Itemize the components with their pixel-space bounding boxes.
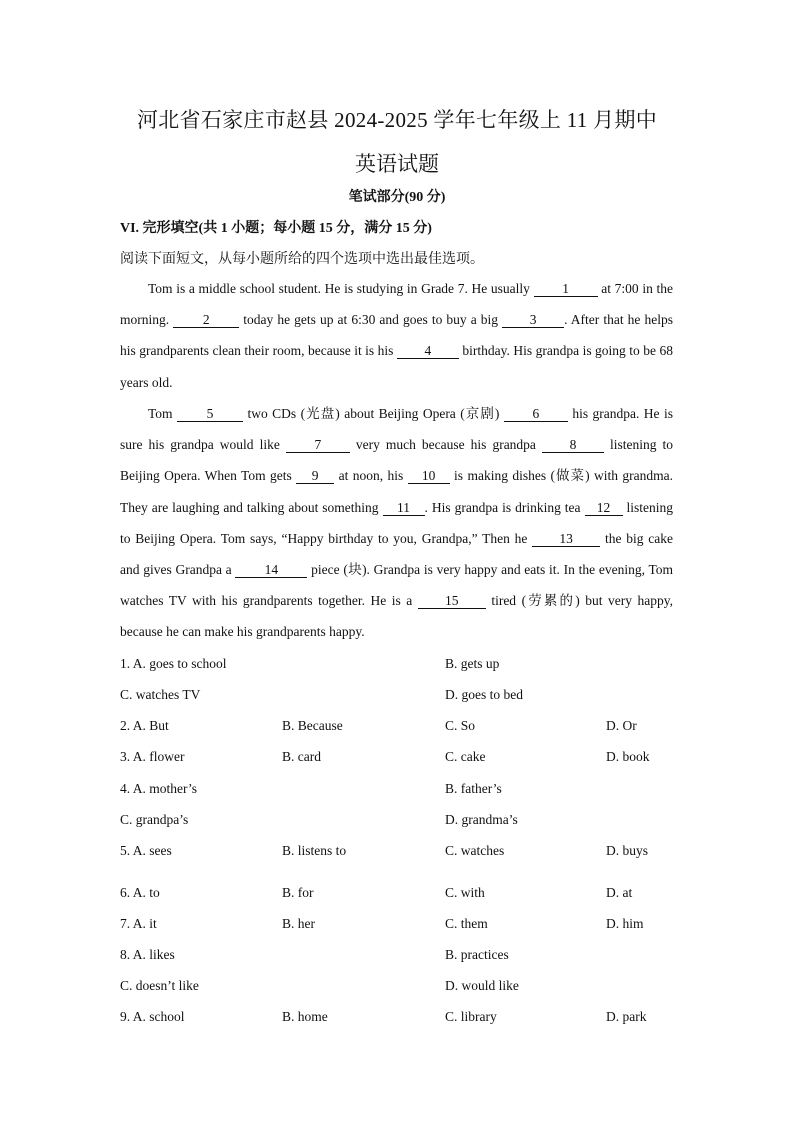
passage-paragraph-2: Tom 5 two CDs (光盘) about Beijing Opera (京剧) 6 his grandpa. He is sure his grandpa would like 7 very much because his grandpa 8 listening to Beijing Opera. When Tom gets 9 at noon, his 10 is making dishes (做菜) with grandma. They are laughing and talking about something 11 . His grandpa is drinking tea 12 listening to Beijing Opera. Tom says, “Happy birthday to you, Grandpa,” Then he 13 the big cake and gives Grandpa a 14 piece (块). Grandpa is very happy and eats it. In the evening, Tom watches TV with his grandparents together. He is a 15 tired (劳累的) but very happy, because he can make his grandparents happy. [120, 406, 674, 640]
blank-10: 10 [408, 469, 450, 484]
section-heading: VI. 完形填空(共 1 小题；每小题 15 分，满分 15 分) [120, 221, 432, 236]
q1-option-d: D. goes to bed [445, 687, 523, 702]
q8-option-b: B. practices [445, 947, 509, 962]
blank-12: 12 [585, 501, 623, 516]
q4-option-d: D. grandma’s [445, 812, 518, 827]
q7-option-a: 7. A. it [120, 916, 157, 931]
blank-6: 6 [504, 407, 568, 422]
q7-option-b: B. her [282, 916, 315, 931]
q2-option-b: B. Because [282, 718, 343, 733]
q3-option-d: D. book [606, 749, 650, 764]
q7-option-c: C. them [445, 916, 488, 931]
blank-7: 7 [286, 438, 350, 453]
blank-1: 1 [534, 282, 598, 297]
passage-paragraph-1: Tom is a middle school student. He is studying in Grade 7. He usually 1 at 7:00 in the morning. 2 today he gets up at 6:30 and goes to buy a big 3 . After that he helps his grandparents clean their room, because it is his 4 birthday. His grandpa is going to be 68 years old. [120, 281, 673, 390]
instruction: 阅读下面短文，从每小题所给的四个选项中选出最佳选项。 [120, 252, 484, 267]
blank-13: 13 [532, 532, 600, 547]
q1-option-c: C. watches TV [120, 687, 201, 702]
exam-title: 河北省石家庄市赵县 2024-2025 学年七年级上 11 月期中 [136, 108, 658, 132]
q1-option-a: 1. A. goes to school [120, 656, 227, 671]
blank-15: 15 [418, 594, 486, 609]
q9-option-a: 9. A. school [120, 1009, 185, 1024]
q9-option-c: C. library [445, 1009, 497, 1024]
q3-option-c: C. cake [445, 749, 486, 764]
q5-option-d: D. buys [606, 843, 649, 858]
q9-option-d: D. park [606, 1009, 647, 1024]
q2-option-a: 2. A. But [120, 718, 169, 733]
q5-option-c: C. watches [445, 843, 505, 858]
q5-option-a: 5. A. sees [120, 843, 172, 858]
q6-option-a: 6. A. to [120, 885, 160, 900]
exam-subject: 英语试题 [355, 152, 439, 176]
q5-option-b: B. listens to [282, 843, 347, 858]
q7-option-d: D. him [606, 916, 644, 931]
q2-option-c: C. So [445, 718, 476, 733]
blank-4: 4 [397, 344, 459, 359]
q3-option-b: B. card [282, 749, 321, 764]
q6-option-d: D. at [606, 885, 633, 900]
q6-option-b: B. for [282, 885, 314, 900]
q4-option-a: 4. A. mother’s [120, 781, 197, 796]
q6-option-c: C. with [445, 885, 485, 900]
blank-11: 11 [383, 501, 425, 516]
q9-option-b: B. home [282, 1009, 328, 1024]
part-heading: 笔试部分(90 分) [348, 190, 446, 205]
blank-9: 9 [296, 469, 334, 484]
q4-option-c: C. grandpa’s [120, 812, 189, 827]
q8-option-d: D. would like [445, 978, 519, 993]
q3-option-a: 3. A. flower [120, 749, 185, 764]
blank-3: 3 [502, 313, 564, 328]
q2-option-d: D. Or [606, 718, 637, 733]
blank-2: 2 [173, 313, 239, 328]
blank-5: 5 [177, 407, 243, 422]
q8-option-c: C. doesn’t like [120, 978, 199, 993]
blank-14: 14 [235, 563, 307, 578]
q8-option-a: 8. A. likes [120, 947, 175, 962]
blank-8: 8 [542, 438, 604, 453]
q4-option-b: B. father’s [445, 781, 502, 796]
q1-option-b: B. gets up [445, 656, 500, 671]
